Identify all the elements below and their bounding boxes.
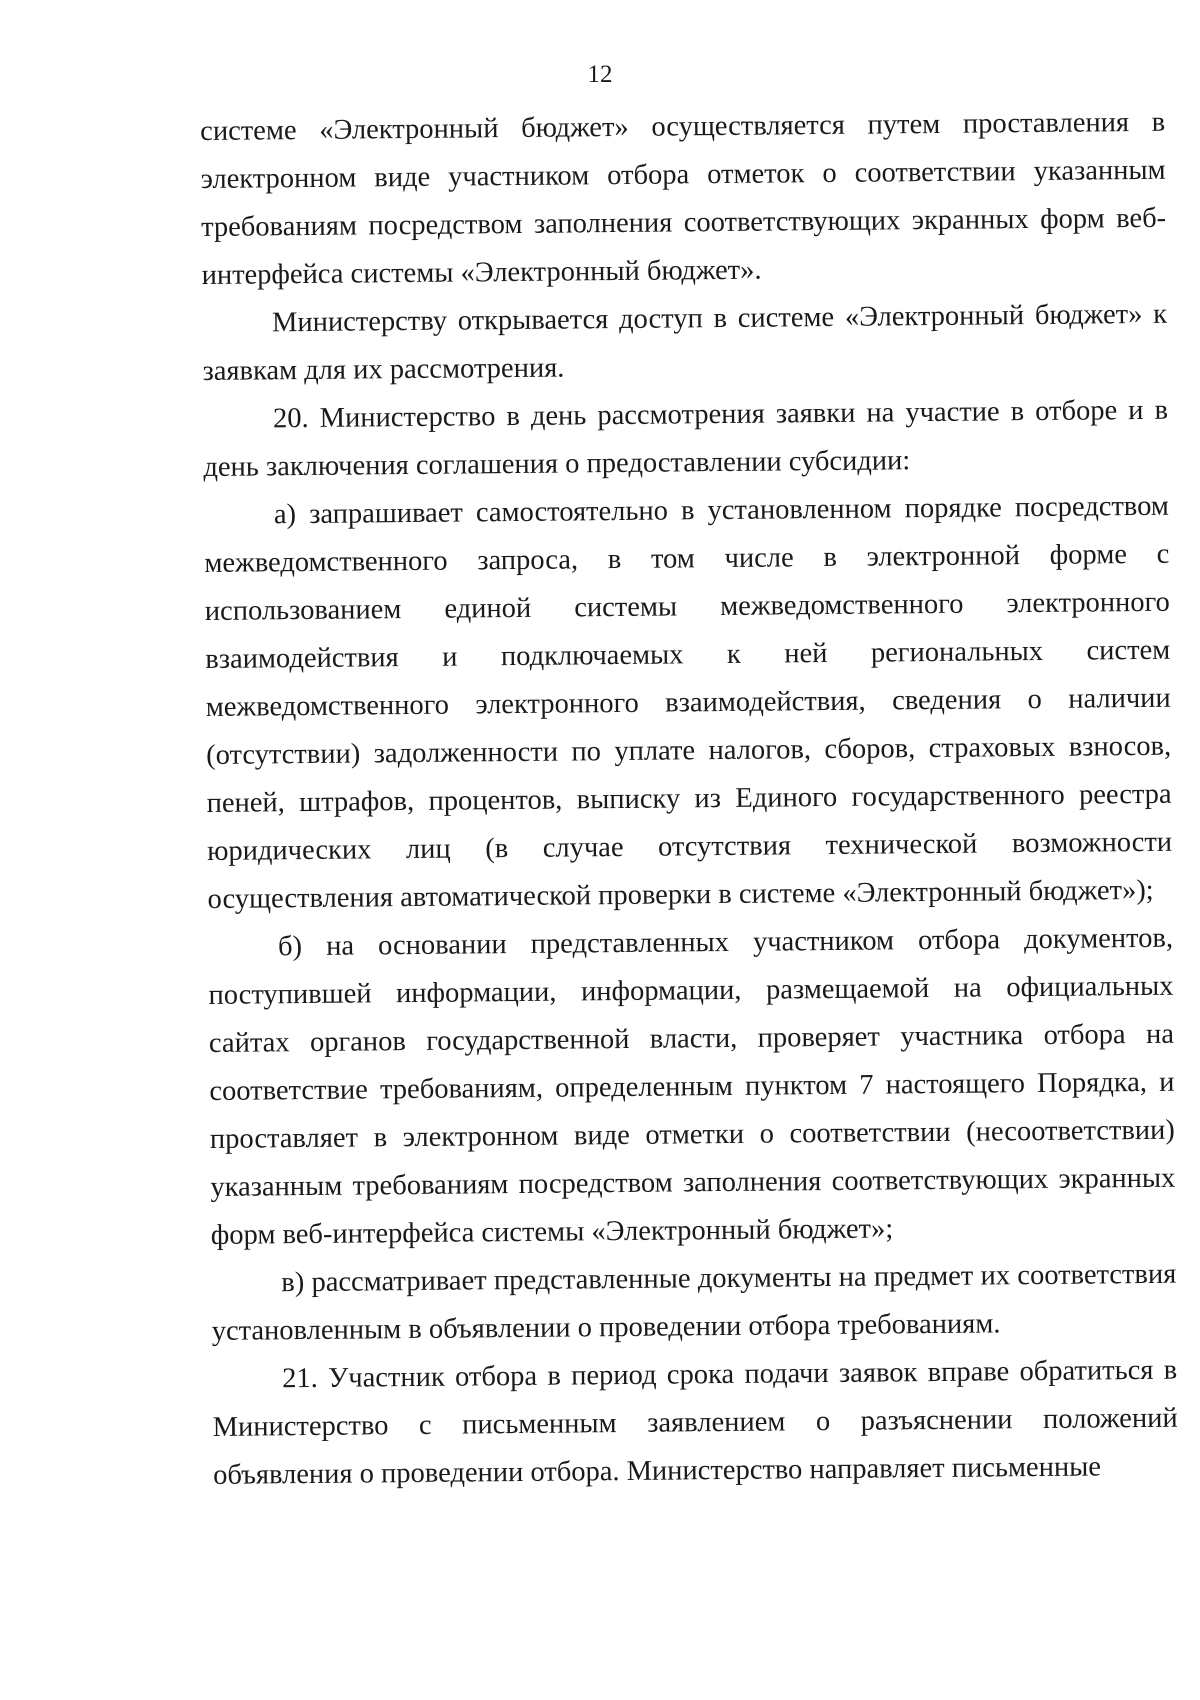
paragraph-clause-20-v: в) рассматривает представленные документы на предмет их соответствия установленным в объявлении о проведении отбора требованиям. [211, 1258, 1177, 1347]
paragraph-clause-20: 20. Министерство в день рассмотрения заявки на участие в отборе и в день заключения соглашения о предоставлении субсидии: [203, 394, 1169, 483]
paragraph-clause-21: 21. Участник отбора в период срока подачи заявок вправе обратиться в Министерство с письменным заявлением о разъяснении положений объявления о проведении отбора. Министерство направляет письменные [212, 1354, 1178, 1491]
document-body [200, 99, 1178, 1500]
paragraph-ministry-access: Министерству открывается доступ в системе «Электронный бюджет» к заявкам для их рассмотрения. [202, 298, 1168, 387]
page-number: 12 [587, 61, 613, 88]
paragraph-clause-20-b: б) на основании представленных участником отбора документов, поступившей информации, информации, размещаемой на официальных сайтах органов государственной власти, проверяет участника отбора на соответствие требованиям, определенным пунктом 7 настоящего Порядка, и проставляет в электронном виде отметки о соответствии (несоответствии) указанным требованиям посредством заполнения соответствующих экранных форм веб-интерфейса системы «Электронный бюджет»; [208, 922, 1176, 1251]
paragraph-clause-20-a: а) запрашивает самостоятельно в установленном порядке посредством межведомственного запроса, в том числе в электронной форме с использованием единой системы межведомственного электронного взаимодействия и подключаемых к ней региональных систем межведомственного электронного взаимодействия, сведения о наличии (отсутствии) задолженности по уплате налогов, сборов, страховых взносов, пеней, штрафов, процентов, выписку из Единого государственного реестра юридических лиц (в случае отсутствия технической возможности осуществления автоматической проверки в системе «Электронный бюджет»); [204, 490, 1173, 915]
paragraph-continuation: системе «Электронный бюджет» осуществляется путем проставления в электронном виде участником отбора отметок о соответствии указанным требованиям посредством заполнения соответствующих экранных форм веб-интерфейса системы «Электронный бюджет». [200, 106, 1167, 291]
